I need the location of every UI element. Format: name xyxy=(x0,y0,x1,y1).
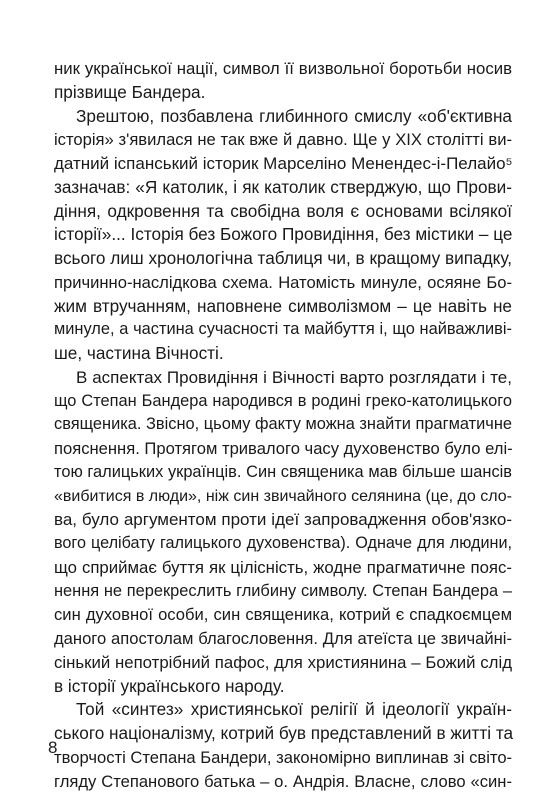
text-line: Зрештою, позбавлена глибинного смислу «об'єктивна xyxy=(76,105,512,126)
text-line: зазначав: «Я католик, і як католик стверджую, що Прови- xyxy=(54,176,512,197)
text-line: причинно-наслідкова схема. Натомість минуле, осяяне Бо- xyxy=(54,272,512,292)
text-line: історії»... Історія без Божого Провидіння, без містики – це xyxy=(54,224,513,245)
text-line: пояснення. Протягом тривалого часу духовенство було елі- xyxy=(54,439,513,458)
text-line: що Степан Бандера народився в родині греко-католицького xyxy=(54,391,512,410)
text-line: історія» з'явилася не так вже й давно. Ще у XIX столітті ви- xyxy=(54,130,512,150)
text-line: Той «синтез» християнської релігії й ідеології україн- xyxy=(76,699,512,720)
text-line: «вибитися в люди», ніж син звичайного селянина (це, до сло- xyxy=(54,487,512,505)
text-line: творчості Степана Бандери, закономірно виплинав зі світо- xyxy=(54,747,513,767)
text-line: жим втручанням, наповнене символізмом – це навіть не xyxy=(54,295,512,316)
text-line: вого целібату галицького духовенства). Одначе для людини, xyxy=(54,534,512,552)
text-line: ва, було аргументом проти ідеї запровадження обов'язко- xyxy=(54,510,512,530)
text-line: ського націоналізму, котрий був представлений в житті та xyxy=(54,723,514,743)
text-line: ше, частина Вічності. xyxy=(54,343,224,363)
text-line: ник української нації, символ її визвольної боротьби носив xyxy=(54,59,512,78)
text-line: нення не перекреслить глибину символу. Степан Бандера – xyxy=(54,581,512,600)
body-text xyxy=(54,57,512,793)
text-line: всього лиш хронологічна таблиця чи, в кращому випадку, xyxy=(54,248,512,268)
text-line: В аспектах Провидіння і Вічності варто розглядати і те, xyxy=(76,367,512,387)
text-line: діння, одкровення та свобідна воля є основами всілякої xyxy=(54,200,512,221)
text-line: син духовної особи, син священика, котрий є спадкоємцем xyxy=(54,605,512,625)
text-line: даного апостолам благословення. Для атеїста це звичайні- xyxy=(54,629,512,648)
text-line: датний іспанський історик Марселіно Менендес-і-Пелайо⁵ xyxy=(54,154,513,173)
text-line: минуле, а частина сучасності та майбуття і, що найважливі- xyxy=(54,320,512,339)
text-line: що сприймає буття як цілісність, жодне прагматичне пояс- xyxy=(54,557,512,577)
text-line: прізвище Бандера. xyxy=(54,81,206,102)
text-line: священика. Звісно, цьому факту можна знайти прагматичне xyxy=(54,415,512,434)
page-number: 8 xyxy=(48,738,58,757)
text-line: сінький непотрібний пафос, для християнина – Божий слід xyxy=(54,652,512,672)
text-line: гляду Степанового батька – о. Андрія. Власне, слово «син- xyxy=(54,771,512,791)
text-line: тою галицьких українців. Син священика мав більше шансів xyxy=(54,462,512,481)
text-line: в історії українського народу. xyxy=(54,675,285,696)
